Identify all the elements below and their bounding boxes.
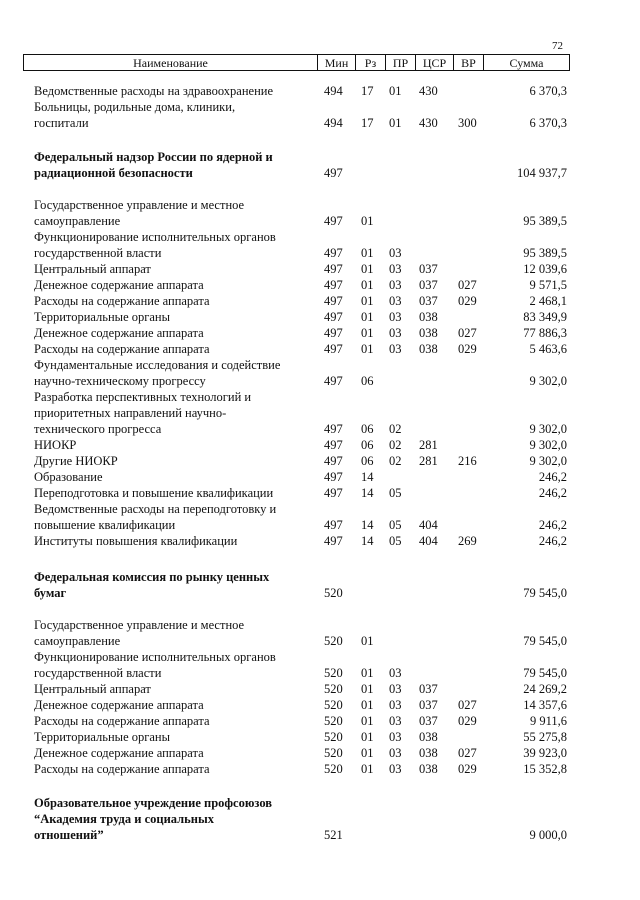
header-name: Наименование <box>24 55 318 71</box>
row-pr: 03 <box>389 730 402 744</box>
row-rz: 17 <box>361 84 374 98</box>
row-sum: 9 911,6 <box>529 714 567 728</box>
row-rz: 06 <box>361 454 374 468</box>
row-min: 494 <box>324 84 343 98</box>
row-rz: 01 <box>361 278 374 292</box>
table-row <box>0 197 640 213</box>
row-sum: 9 302,0 <box>529 374 567 388</box>
row-name: технического прогресса <box>34 422 162 436</box>
row-pr: 03 <box>389 310 402 324</box>
row-csr: 404 <box>419 518 438 532</box>
row-min: 497 <box>324 342 343 356</box>
table-row <box>0 405 640 421</box>
table-row <box>0 373 640 389</box>
row-rz: 06 <box>361 438 374 452</box>
table-row <box>0 245 640 261</box>
table-row <box>0 261 640 277</box>
row-rz: 01 <box>361 246 374 260</box>
table-row <box>0 325 640 341</box>
table-row <box>0 453 640 469</box>
table-row <box>0 517 640 533</box>
table-row <box>0 115 640 131</box>
row-name: Денежное содержание аппарата <box>34 326 204 340</box>
row-rz: 14 <box>361 470 374 484</box>
row-csr: 404 <box>419 534 438 548</box>
table-row <box>0 811 640 827</box>
row-sum: 12 039,6 <box>523 262 567 276</box>
row-sum: 95 389,5 <box>523 246 567 260</box>
table-row <box>0 277 640 293</box>
header-min: Мин <box>318 55 356 71</box>
row-min: 497 <box>324 518 343 532</box>
row-csr: 281 <box>419 454 438 468</box>
row-sum: 24 269,2 <box>523 682 567 696</box>
row-sum: 9 302,0 <box>529 454 567 468</box>
row-csr: 037 <box>419 278 438 292</box>
row-pr: 03 <box>389 714 402 728</box>
row-name: самоуправление <box>34 214 121 228</box>
row-sum: 6 370,3 <box>529 116 567 130</box>
table-row <box>0 229 640 245</box>
row-vr: 029 <box>458 762 477 776</box>
row-rz: 06 <box>361 422 374 436</box>
table-row <box>0 827 640 843</box>
row-min: 520 <box>324 730 343 744</box>
row-vr: 029 <box>458 342 477 356</box>
table-row <box>0 437 640 453</box>
row-pr: 03 <box>389 666 402 680</box>
header-rz: Рз <box>356 55 386 71</box>
row-vr: 029 <box>458 294 477 308</box>
row-name: научно-техническому прогрессу <box>34 374 206 388</box>
row-pr: 03 <box>389 762 402 776</box>
table-row <box>0 713 640 729</box>
row-name: Функционирование исполнительных органов <box>34 230 276 244</box>
row-min: 520 <box>324 762 343 776</box>
row-sum: 246,2 <box>538 470 567 484</box>
row-pr: 02 <box>389 438 402 452</box>
row-pr: 02 <box>389 422 402 436</box>
row-name: НИОКР <box>34 438 77 452</box>
row-name: Федеральная комиссия по рынку ценных <box>34 570 270 584</box>
row-min: 494 <box>324 116 343 130</box>
row-sum: 246,2 <box>538 486 567 500</box>
row-pr: 03 <box>389 682 402 696</box>
row-sum: 95 389,5 <box>523 214 567 228</box>
row-csr: 037 <box>419 262 438 276</box>
row-pr: 03 <box>389 278 402 292</box>
row-sum: 77 886,3 <box>523 326 567 340</box>
row-min: 520 <box>324 682 343 696</box>
table-row <box>0 665 640 681</box>
table-row <box>0 165 640 181</box>
row-csr: 038 <box>419 762 438 776</box>
table-row <box>0 357 640 373</box>
row-name: Денежное содержание аппарата <box>34 746 204 760</box>
row-min: 497 <box>324 214 343 228</box>
row-min: 497 <box>324 262 343 276</box>
table-row <box>0 421 640 437</box>
row-name: Ведомственные расходы на переподготовку и <box>34 502 277 516</box>
table-row <box>0 761 640 777</box>
row-name: бумаг <box>34 586 67 600</box>
row-name: Территориальные органы <box>34 730 171 744</box>
row-name: Ведомственные расходы на здравоохранение <box>34 84 274 98</box>
header-csr: ЦСР <box>416 55 454 71</box>
table-row <box>0 99 640 115</box>
row-rz: 01 <box>361 746 374 760</box>
row-name: Другие НИОКР <box>34 454 118 468</box>
row-pr: 03 <box>389 698 402 712</box>
row-name: приоритетных направлений научно- <box>34 406 227 420</box>
row-min: 521 <box>324 828 343 842</box>
row-csr: 037 <box>419 682 438 696</box>
table-row <box>0 633 640 649</box>
row-min: 497 <box>324 470 343 484</box>
row-rz: 17 <box>361 116 374 130</box>
row-name: “Академия труда и социальных <box>34 812 214 826</box>
row-rz: 01 <box>361 762 374 776</box>
row-pr: 05 <box>389 486 402 500</box>
row-name: Денежное содержание аппарата <box>34 698 204 712</box>
row-min: 520 <box>324 698 343 712</box>
row-csr: 038 <box>419 730 438 744</box>
row-csr: 430 <box>419 84 438 98</box>
row-name: повышение квалификации <box>34 518 176 532</box>
table-row <box>0 293 640 309</box>
row-min: 520 <box>324 586 343 600</box>
row-name: Расходы на содержание аппарата <box>34 714 210 728</box>
row-pr: 05 <box>389 534 402 548</box>
row-name: Федеральный надзор России по ядерной и <box>34 150 273 164</box>
table-row <box>0 729 640 745</box>
header-pr: ПР <box>386 55 416 71</box>
row-name: Переподготовка и повышение квалификации <box>34 486 274 500</box>
row-csr: 037 <box>419 714 438 728</box>
table-row <box>0 745 640 761</box>
page-number: 72 <box>552 40 563 52</box>
row-min: 497 <box>324 246 343 260</box>
table-row <box>0 389 640 405</box>
row-vr: 027 <box>458 326 477 340</box>
row-min: 497 <box>324 326 343 340</box>
row-name: государственной власти <box>34 246 162 260</box>
row-rz: 01 <box>361 294 374 308</box>
row-min: 497 <box>324 166 343 180</box>
row-rz: 01 <box>361 634 374 648</box>
row-name: Расходы на содержание аппарата <box>34 342 210 356</box>
row-name: Разработка перспективных технологий и <box>34 390 252 404</box>
row-min: 497 <box>324 454 343 468</box>
row-sum: 9 571,5 <box>529 278 567 292</box>
row-name: Расходы на содержание аппарата <box>34 294 210 308</box>
row-sum: 2 468,1 <box>529 294 567 308</box>
row-min: 520 <box>324 634 343 648</box>
row-min: 497 <box>324 310 343 324</box>
row-vr: 027 <box>458 698 477 712</box>
row-vr: 216 <box>458 454 477 468</box>
row-name: Территориальные органы <box>34 310 171 324</box>
table-row <box>0 83 640 99</box>
row-rz: 01 <box>361 698 374 712</box>
row-csr: 038 <box>419 310 438 324</box>
row-name: отношений” <box>34 828 104 842</box>
table-row <box>0 309 640 325</box>
table-row <box>0 649 640 665</box>
row-rz: 01 <box>361 214 374 228</box>
table-row <box>0 341 640 357</box>
row-sum: 14 357,6 <box>523 698 567 712</box>
row-rz: 14 <box>361 486 374 500</box>
row-sum: 246,2 <box>538 518 567 532</box>
table-row <box>0 501 640 517</box>
row-sum: 9 302,0 <box>529 438 567 452</box>
row-csr: 038 <box>419 342 438 356</box>
row-csr: 037 <box>419 698 438 712</box>
row-sum: 104 937,7 <box>517 166 567 180</box>
row-min: 497 <box>324 534 343 548</box>
row-name: Институты повышения квалификации <box>34 534 238 548</box>
row-vr: 027 <box>458 278 477 292</box>
row-pr: 03 <box>389 246 402 260</box>
table-row <box>0 213 640 229</box>
row-name: Функционирование исполнительных органов <box>34 650 276 664</box>
row-rz: 01 <box>361 262 374 276</box>
row-pr: 01 <box>389 116 402 130</box>
row-sum: 9 000,0 <box>529 828 567 842</box>
row-rz: 01 <box>361 666 374 680</box>
table-row <box>0 697 640 713</box>
row-name: Больницы, родильные дома, клиники, <box>34 100 236 114</box>
row-rz: 14 <box>361 534 374 548</box>
table-row <box>0 585 640 601</box>
row-rz: 01 <box>361 342 374 356</box>
row-sum: 246,2 <box>538 534 567 548</box>
row-vr: 029 <box>458 714 477 728</box>
row-name: Государственное управление и местное <box>34 618 245 632</box>
row-name: Образование <box>34 470 103 484</box>
table-row <box>0 469 640 485</box>
row-sum: 79 545,0 <box>523 634 567 648</box>
row-rz: 01 <box>361 326 374 340</box>
row-min: 497 <box>324 374 343 388</box>
row-name: радиационной безопасности <box>34 166 193 180</box>
row-min: 520 <box>324 666 343 680</box>
row-rz: 06 <box>361 374 374 388</box>
row-name: Центральный аппарат <box>34 682 151 696</box>
row-pr: 03 <box>389 342 402 356</box>
row-name: Центральный аппарат <box>34 262 151 276</box>
row-csr: 430 <box>419 116 438 130</box>
row-sum: 15 352,8 <box>523 762 567 776</box>
row-pr: 02 <box>389 454 402 468</box>
row-sum: 39 923,0 <box>523 746 567 760</box>
table-row <box>0 485 640 501</box>
row-min: 497 <box>324 422 343 436</box>
table-row <box>0 617 640 633</box>
row-name: Государственное управление и местное <box>34 198 245 212</box>
row-vr: 300 <box>458 116 477 130</box>
row-name: самоуправление <box>34 634 121 648</box>
row-pr: 05 <box>389 518 402 532</box>
row-pr: 03 <box>389 326 402 340</box>
row-rz: 01 <box>361 310 374 324</box>
row-rz: 01 <box>361 714 374 728</box>
row-rz: 01 <box>361 682 374 696</box>
row-name: Расходы на содержание аппарата <box>34 762 210 776</box>
row-rz: 14 <box>361 518 374 532</box>
row-sum: 5 463,6 <box>529 342 567 356</box>
row-sum: 6 370,3 <box>529 84 567 98</box>
row-csr: 281 <box>419 438 438 452</box>
row-pr: 03 <box>389 746 402 760</box>
row-name: государственной власти <box>34 666 162 680</box>
table-row <box>0 569 640 585</box>
row-sum: 79 545,0 <box>523 666 567 680</box>
row-min: 497 <box>324 486 343 500</box>
row-csr: 038 <box>419 326 438 340</box>
row-vr: 269 <box>458 534 477 548</box>
row-rz: 01 <box>361 730 374 744</box>
row-min: 497 <box>324 278 343 292</box>
row-pr: 03 <box>389 262 402 276</box>
row-pr: 03 <box>389 294 402 308</box>
table-row <box>0 149 640 165</box>
table-row <box>0 795 640 811</box>
row-sum: 9 302,0 <box>529 422 567 436</box>
row-name: Денежное содержание аппарата <box>34 278 204 292</box>
row-sum: 55 275,8 <box>523 730 567 744</box>
row-min: 520 <box>324 714 343 728</box>
row-vr: 027 <box>458 746 477 760</box>
row-pr: 01 <box>389 84 402 98</box>
row-sum: 79 545,0 <box>523 586 567 600</box>
row-min: 497 <box>324 438 343 452</box>
row-min: 520 <box>324 746 343 760</box>
header-sum: Сумма <box>484 55 570 71</box>
row-name: госпитали <box>34 116 89 130</box>
row-csr: 037 <box>419 294 438 308</box>
row-csr: 038 <box>419 746 438 760</box>
row-name: Фундаментальные исследования и содействие <box>34 358 281 372</box>
row-sum: 83 349,9 <box>523 310 567 324</box>
table-row <box>0 533 640 549</box>
row-min: 497 <box>324 294 343 308</box>
row-name: Образовательное учреждение профсоюзов <box>34 796 273 810</box>
table-row <box>0 681 640 697</box>
header-vr: ВР <box>454 55 484 71</box>
